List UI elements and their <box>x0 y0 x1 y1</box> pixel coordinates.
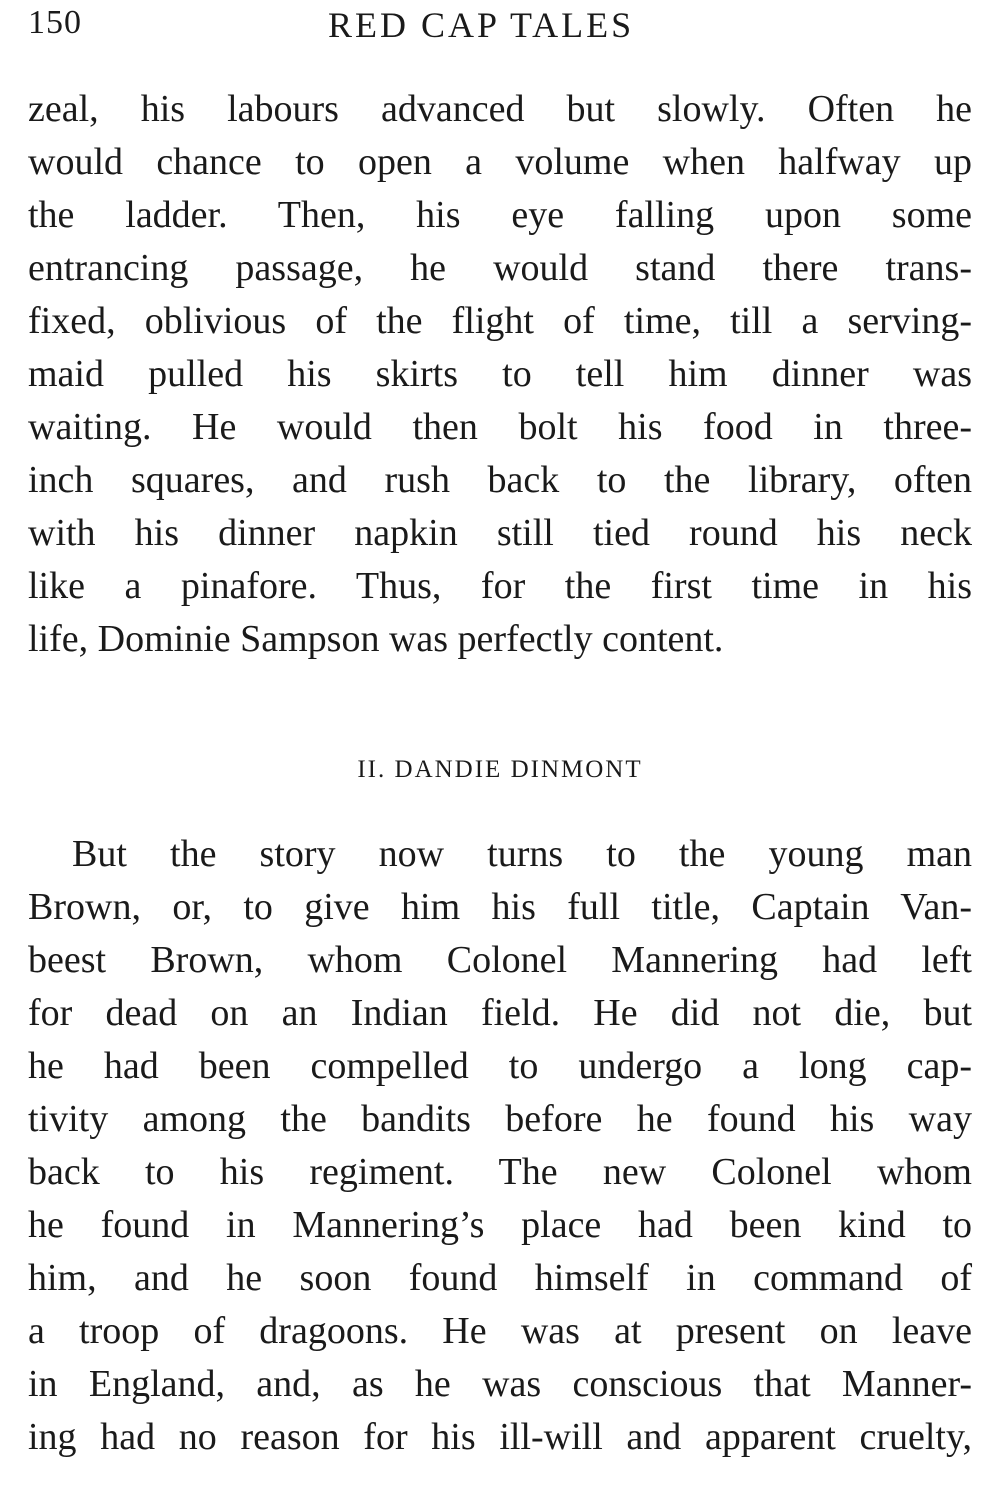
text-line: for dead on an Indian field. He did not die, but <box>28 992 972 1034</box>
text-line: the ladder. Then, his eye falling upon some <box>28 194 972 236</box>
text-line: like a pinafore. Thus, for the first time in his <box>28 565 972 607</box>
text-line: fixed, oblivious of the flight of time, till a serving- <box>28 300 972 342</box>
text-line: tivity among the bandits before he found his way <box>28 1098 972 1140</box>
text-line: beest Brown, whom Colonel Mannering had left <box>28 939 972 981</box>
text-line: would chance to open a volume when halfway up <box>28 141 972 183</box>
text-line: he had been compelled to undergo a long cap- <box>28 1045 972 1087</box>
text-line: he found in Mannering’s place had been kind to <box>28 1204 972 1246</box>
text-line: Brown, or, to give him his full title, Captain Van- <box>28 886 972 928</box>
text-line: But the story now turns to the young man <box>72 833 972 875</box>
text-line: back to his regiment. The new Colonel whom <box>28 1151 972 1193</box>
text-line: entrancing passage, he would stand there trans- <box>28 247 972 289</box>
section-heading: II. DANDIE DINMONT <box>357 756 643 783</box>
running-title: RED CAP TALES <box>328 5 635 45</box>
text-line: a troop of dragoons. He was at present on leave <box>28 1310 972 1352</box>
running-head <box>28 4 972 54</box>
page-number: 150 <box>28 4 82 41</box>
text-line: in England, and, as he was conscious that Manner- <box>28 1363 972 1405</box>
text-line: life, Dominie Sampson was perfectly content. <box>28 618 724 660</box>
text-line: him, and he soon found himself in command of <box>28 1257 972 1299</box>
text-line: maid pulled his skirts to tell him dinner was <box>28 353 972 395</box>
text-line: ing had no reason for his ill-will and apparent cruelty, <box>28 1416 972 1458</box>
text-line: with his dinner napkin still tied round his neck <box>28 512 972 554</box>
text-line: waiting. He would then bolt his food in three- <box>28 406 972 448</box>
text-line: zeal, his labours advanced but slowly. Often he <box>28 88 972 130</box>
text-line: inch squares, and rush back to the library, often <box>28 459 972 501</box>
